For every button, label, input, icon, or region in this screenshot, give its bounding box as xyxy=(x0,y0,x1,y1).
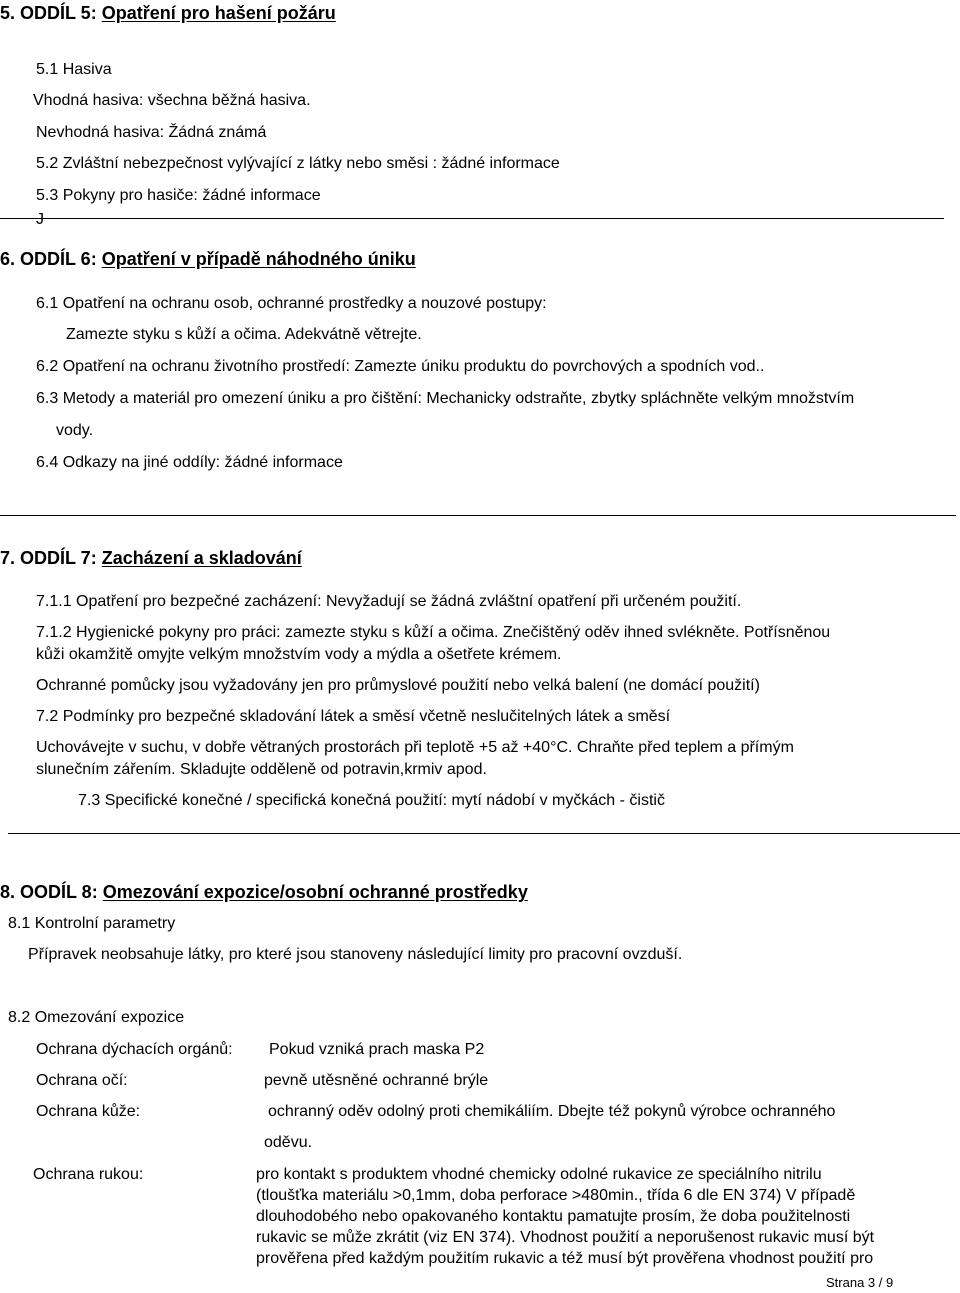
divider xyxy=(0,515,956,516)
section-6-number: 6. ODDÍL 6: xyxy=(0,249,97,269)
section-6-heading xyxy=(0,249,416,269)
section-7-title: Zacházení a skladování xyxy=(101,548,302,568)
section-5-title: Opatření pro hašení požáru xyxy=(101,3,336,23)
s7-line-5b: slunečním zářením. Skladujte odděleně od potravin,krmiv apod. xyxy=(36,761,487,778)
s7-line-5a: Uchovávejte v suchu, v dobře větraných prostorách při teplotě +5 až +40°C. Chraňte před teplem a přímým xyxy=(36,739,794,756)
s6-line-6: 6.4 Odkazy na jiné oddíly: žádné informace xyxy=(36,454,343,471)
s7-line-3: Ochranné pomůcky jsou vyžadovány jen pro průmyslové použití nebo velká balení (ne domácí použití) xyxy=(36,677,760,694)
s6-line-3: 6.2 Opatření na ochranu životního prostředí: Zamezte úniku produktu do povrchových a spodních vod.. xyxy=(36,358,765,375)
hand-protection-line: prověřena před každým použitím rukavic a též musí být prověřena vhodnost použití pro xyxy=(256,1250,874,1267)
s5-line-3: Nevhodná hasiva: Žádná známá xyxy=(36,124,267,141)
s7-line-2b: kůži okamžitě omyjte velkým množstvím vody a mýdla a ošetřete krémem. xyxy=(36,646,562,663)
s7-line-2a: 7.1.2 Hygienické pokyny pro práci: zamezte styku s kůží a očima. Znečištěný oděv ihned svlékněte. Potřísněnou xyxy=(36,624,831,641)
s6-line-4: 6.3 Metody a materiál pro omezení úniku a pro čištění: Mechanicky odstraňte, zbytky spláchněte velkým množstvím xyxy=(36,390,855,407)
eye-protection-label: Ochrana očí: xyxy=(36,1072,128,1089)
section-8-title: Omezování expozice/osobní ochranné prostředky xyxy=(102,882,528,902)
section-8-number: 8. OODÍL 8: xyxy=(0,882,98,902)
hand-protection-line: pro kontakt s produktem vhodné chemicky odolné rukavice ze speciálního nitrilu xyxy=(256,1166,822,1183)
hand-protection-value xyxy=(256,1164,956,1269)
s7-line-4: 7.2 Podmínky pro bezpečné skladování látek a směsí včetně neslučitelných látek a směsí xyxy=(36,708,671,725)
s8-line-3: 8.2 Omezování expozice xyxy=(8,1009,185,1026)
skin-protection-value-a: ochranný oděv odolný proti chemikáliím. Dbejte též pokynů výrobce ochranného xyxy=(268,1103,836,1120)
s7-line-1: 7.1.1 Opatření pro bezpečné zacházení: Nevyžadují se žádná zvláštní opatření při určeném použití. xyxy=(36,593,742,610)
s6-line-5: vody. xyxy=(56,422,94,439)
respiratory-protection-label: Ochrana dýchacích orgánů: xyxy=(36,1041,233,1058)
s8-line-2: Přípravek neobsahuje látky, pro které jsou stanoveny následující limity pro pracovní ovzduší. xyxy=(28,946,683,963)
s5-line-5: 5.3 Pokyny pro hasiče: žádné informace xyxy=(36,187,321,204)
hand-protection-label: Ochrana rukou: xyxy=(33,1166,144,1183)
section-8-heading xyxy=(0,882,528,902)
s5-line-2: Vhodná hasiva: všechna běžná hasiva. xyxy=(33,92,311,109)
respiratory-protection-value: Pokud vzniká prach maska P2 xyxy=(269,1041,485,1058)
section-7-heading xyxy=(0,548,302,568)
s6-line-2: Zamezte styku s kůží a očima. Adekvátně větrejte. xyxy=(66,326,422,343)
s5-line-6: J xyxy=(36,211,44,228)
skin-protection-label: Ochrana kůže: xyxy=(36,1103,141,1120)
s6-line-1: 6.1 Opatření na ochranu osob, ochranné prostředky a nouzové postupy: xyxy=(36,295,547,312)
s5-line-1: 5.1 Hasiva xyxy=(36,61,112,78)
section-7-number: 7. ODDÍL 7: xyxy=(0,548,97,568)
s8-line-1: 8.1 Kontrolní parametry xyxy=(8,915,176,932)
s5-line-4: 5.2 Zvláštní nebezpečnost vylývající z látky nebo směsi : žádné informace xyxy=(36,155,560,172)
s7-line-6: 7.3 Specifické konečné / specifická konečná použití: mytí nádobí v myčkách - čistič xyxy=(78,792,665,809)
skin-protection-value-b: oděvu. xyxy=(264,1134,313,1151)
hand-protection-line: rukavic se může zkrátit (viz EN 374). Vhodnost použití a neporušenost rukavic musí být xyxy=(256,1229,875,1246)
divider xyxy=(8,833,960,834)
section-6-title: Opatření v případě náhodného úniku xyxy=(101,249,416,269)
hand-protection-line: dlouhodobého nebo opakovaného kontaktu pamatujte prosím, že doba použitelnosti xyxy=(256,1208,851,1225)
hand-protection-line: (tloušťka materiálu >0,1mm, doba perforace >480min., třída 6 dle EN 374) V případě xyxy=(256,1187,856,1204)
divider xyxy=(0,218,944,219)
page-number: Strana 3 / 9 xyxy=(826,1275,894,1290)
section-5-number: 5. ODDÍL 5: xyxy=(0,3,97,23)
section-5-heading xyxy=(0,3,336,23)
eye-protection-value: pevně utěsněné ochranné brýle xyxy=(264,1072,489,1089)
